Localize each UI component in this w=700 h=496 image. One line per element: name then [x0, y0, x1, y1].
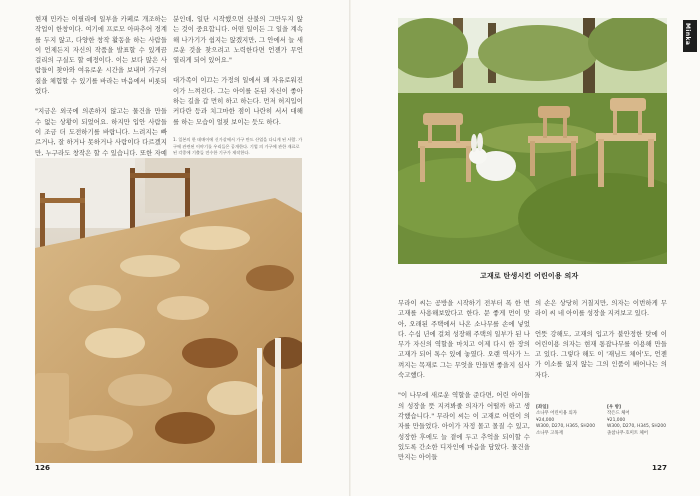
paragraph: "지금은 외국에 의존하지 않고는 물건을 만들 수 없는 상황이 되었어요. 하지만 입안 사람들이 조금 더 도전하기를 바랍니다. 느려지는 빠르거나, 잘 하거나 못하거나 사람이다 다르겠지만, 누구라도 창작은 할 수 있습니다. 또한 자예 [35, 107, 167, 157]
section-tag [683, 20, 697, 52]
workshop-photo [35, 158, 302, 463]
product-info-heading: [좌일] [536, 405, 549, 410]
page-number-right: 127 [652, 463, 668, 472]
paragraph: "이 나무에 새로운 역할을 준다면, 어린 아이들의 성장을 뜻 지켜봐줄 의자가 어떨까 하고 생각했습니다." 무라이 씨는 이 고재로 어린이 의자를 만들었다. 아이가 자정 몰고 몰질 수 있고, 성장한 후에도 늘 곁에 두고 추억을 되이할 수 있도록 간소한 디자인에 마음을 담았다. 물건을 만지는 아이들 [398, 391, 530, 462]
paragraph: 현재 민카는 이필리에 일부을 카페로 개조하는 작업이 한창이다. 여기에 프로모 아파추어 경계를 두지 않고, 다양한 창작 활동을 하는 사람들이 언제든지 자신의 작품을 발표할 수 있게끔 걸리의 구실도 할 예정이다. 이는 보다 많은 사람들이 찾아와 여유로운 시간을 보내며 가구의 질을 체험할 수 있기를 바라는 마음에서 비롯되었다. [35, 15, 167, 96]
product-info-left [536, 405, 596, 437]
left-text-column-1 [35, 14, 167, 178]
paragraph: 언뜻 강해도, 고재의 입고가 불안정한 탓에 이 어린이용 의자는 현재 통잡나무를 이용해 만들고 있다. 그렇다 해도 이 '재님드 체어'도, 언젠가 이소를 잃지 않는 그의 인품이 배어나는 의자다. [535, 329, 667, 379]
page-number-left: 126 [35, 463, 51, 472]
product-info-line: ¥24,000 [536, 417, 555, 423]
forest-chairs-photo [398, 18, 667, 264]
right-text-column-2 [535, 298, 667, 390]
product-info-right [607, 405, 669, 437]
product-info-line: 소나무 고목재 [536, 430, 563, 436]
product-info-line: W300, D270, H365, SH200 [536, 424, 596, 430]
product-info-line: 졸참나무·호미트 체어 [607, 430, 648, 436]
product-info-heading: [우 방] [607, 405, 622, 410]
photo-caption: 고재로 탄생시킨 어린이용 의자 [480, 272, 579, 280]
product-info-line: 작은드 체어 [607, 411, 630, 417]
product-info-line: 소나무 어린이용 의자 [536, 411, 577, 417]
right-text-column-1 [398, 298, 530, 472]
paragraph: 대가족이 이끄는 가정의 일에서 꽤 자유로워진 이가 느껴진다. 그는 아이를 돈된 자신이 좋아하는 길을 갑 먼히 하고 하는다. 먼저 허지입이 커다란 등과 치그마한 점이 나란히 서서 대해를 하는 모습이 얼핏 보이는 듯도 하다. [173, 76, 303, 126]
paragraph: 무라이 씨는 공방을 시작하기 전부터 폭 한 번 고재를 사용해보았다고 한다. 문 좋게 먼이 맞아, 오래된 주택에서 나온 소나무를 손에 넣었다. 수십 년에 걸쳐 성장해 주택의 일부가 된 나무가 자신의 역할을 마치고 이제 다시 한 장의 고재가 되어 톡수 있에 놓였다. 오랜 역사가 느껴지는 목재로 그는 무엇을 만들면 좋을지 심사숙고했다. [398, 299, 530, 380]
product-info-line: ¥21,000 [607, 417, 626, 423]
footnote: 1. 일본의 한 데매이에 신가살에서 가구 만드 산업을 다니게 된 사람. 가구에 관련된 이야기를 우리들은 공개한다. 기업 의 가구에 관한 재료로 된 각종에 기출들 전수한 기구가 제작한다. [173, 137, 303, 155]
product-info-line: W300, D270, H345, SH200 [607, 424, 667, 430]
paragraph: 의 손은 상당히 거칠지만, 의자는 이번하게 무라이 씨 네 아이를 성장을 지켜보고 있다. [535, 299, 667, 318]
section-tag-label: Minka [684, 23, 691, 46]
left-text-column-2 [173, 14, 303, 137]
gutter [349, 0, 351, 496]
paragraph: 분인데, 일단 시작했으면 산불의 그만두지 않는 것이 중요합니다. 어떤 일이든 그 일을 계속해 나가기가 쉽지는 않겠지만, 그 안에서 늘 새로운 것을 찾으려고 노력한다면 언젠가 무언 열리게 되어 있어요." [173, 15, 303, 65]
